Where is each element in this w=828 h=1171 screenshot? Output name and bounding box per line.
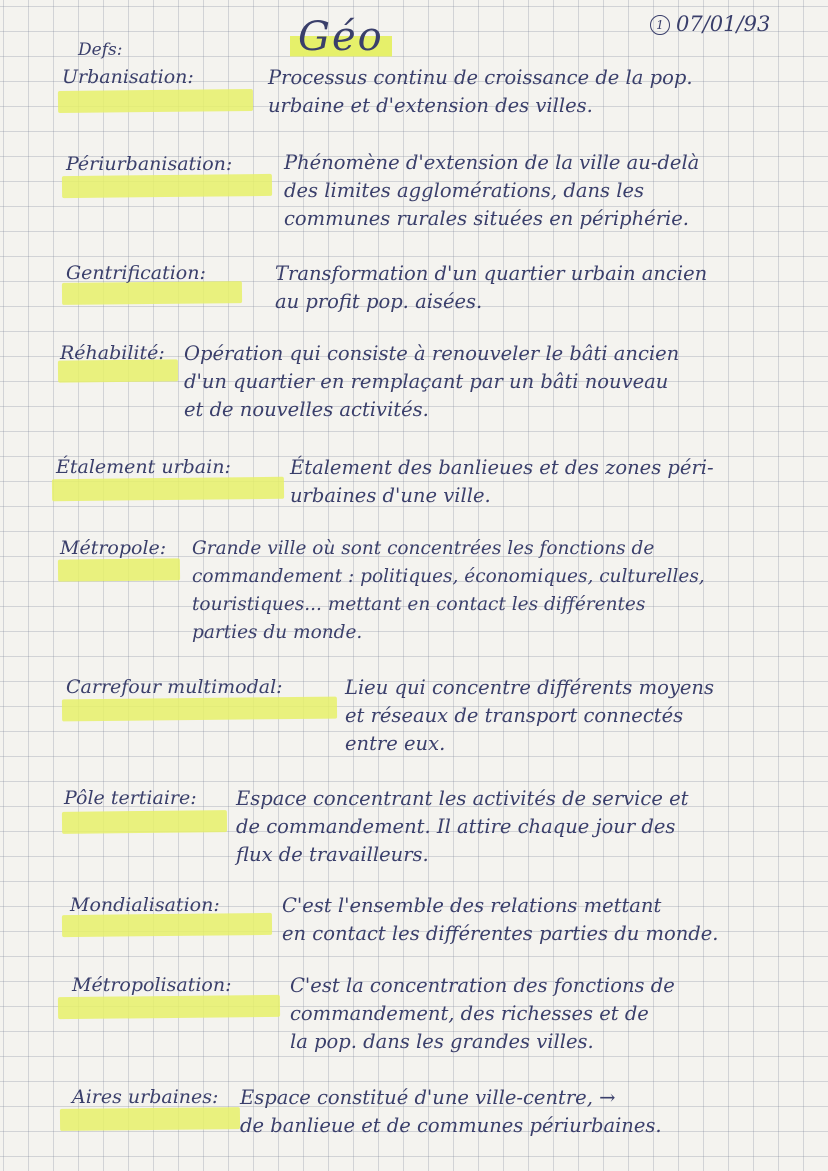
highlight-mark: [62, 913, 272, 937]
term: Métropole:: [60, 537, 167, 559]
term: Pôle tertiaire:: [64, 787, 197, 809]
highlight-mark: [62, 810, 227, 834]
term: Étalement urbain:: [56, 456, 231, 478]
highlight-mark: [58, 558, 180, 581]
term: Gentrification:: [66, 262, 206, 284]
definition: Espace concentrant les activités de service et de commandement. Il attire chaque jour des flux de travailleurs.: [236, 787, 689, 866]
definition: Espace constitué d'une ville-centre, → de banlieue et de communes périurbaines.: [240, 1086, 662, 1137]
highlight-mark: [60, 1107, 240, 1131]
highlight-mark: [62, 281, 242, 305]
definition: Grande ville où sont concentrées les fonctions de commandement : politiques, économiques, culturelles, touristiques... mettant en contact les différentes parties du monde.: [192, 538, 705, 643]
definition: Opération qui consiste à renouveler le bâti ancien d'un quartier en remplaçant par un bâti nouveau et de nouvelles activités.: [184, 342, 680, 421]
highlight-mark: [58, 89, 253, 113]
definition: Lieu qui concentre différents moyens et réseaux de transport connectés entre eux.: [345, 676, 714, 755]
date-text: 07/01/93: [676, 12, 771, 36]
highlight-mark: [52, 477, 284, 501]
term: Aires urbaines:: [72, 1086, 219, 1108]
term: Mondialisation:: [70, 894, 220, 916]
definition: C'est la concentration des fonctions de commandement, des richesses et de la pop. dans les grandes villes.: [290, 974, 675, 1053]
definition: Transformation d'un quartier urbain ancien au profit pop. aisées.: [275, 262, 708, 313]
date-circle-number: 1: [650, 15, 670, 35]
defs-label: Defs:: [78, 40, 123, 60]
highlight-mark: [62, 697, 337, 722]
page-title: Géo: [290, 14, 392, 60]
definition: Étalement des banlieues et des zones péri- urbaines d'une ville.: [290, 456, 714, 507]
term: Périurbanisation:: [66, 153, 233, 175]
definition: Processus continu de croissance de la pop. urbaine et d'extension des villes.: [268, 66, 693, 117]
term: Carrefour multimodal:: [66, 676, 283, 698]
definition: C'est l'ensemble des relations mettant en contact les différentes parties du monde.: [282, 894, 719, 945]
date-block: [650, 12, 770, 36]
highlight-mark: [58, 995, 280, 1019]
term: Métropolisation:: [72, 974, 232, 996]
highlight-mark: [62, 174, 272, 198]
term: Urbanisation:: [62, 66, 194, 88]
term: Réhabilité:: [60, 342, 165, 364]
definition: Phénomène d'extension de la ville au-delà des limites agglomérations, dans les communes rurales situées en périphérie.: [284, 151, 700, 230]
